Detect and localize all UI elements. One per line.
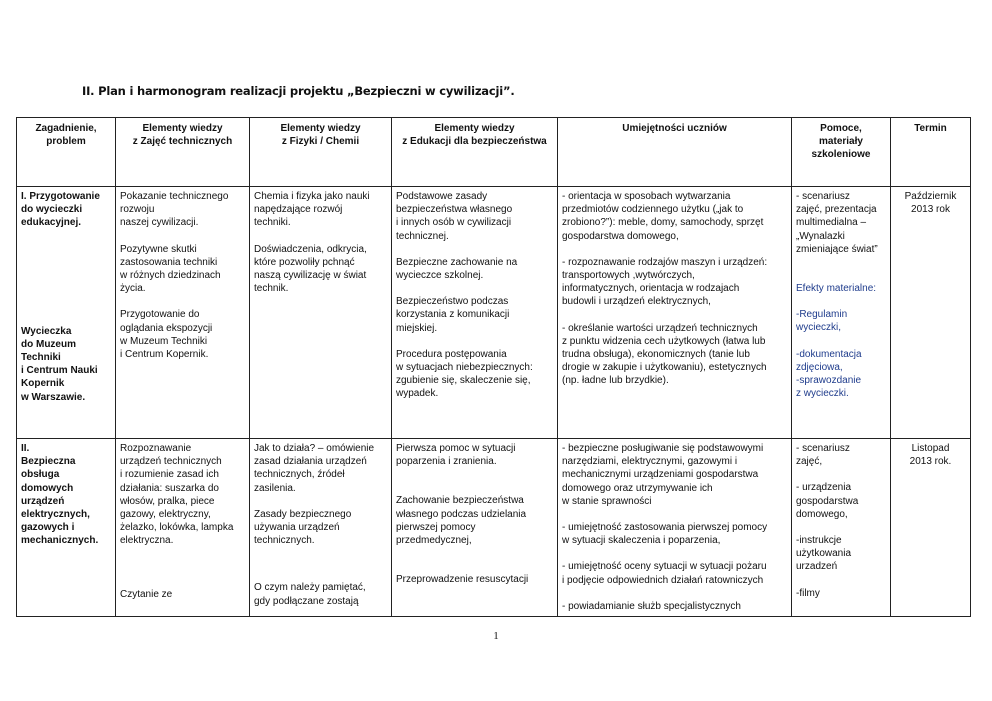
- cell-paragraph: -instrukcje użytkowania urzadzeń: [796, 535, 852, 573]
- cell-paragraph: Podstawowe zasady bezpieczeństwa własnego i innych osób w cywilizacji technicznej.: [396, 191, 513, 242]
- cell-paragraph: Zasady bezpiecznego używania urządzeń technicznych.: [254, 508, 352, 547]
- schedule-table: [16, 117, 971, 617]
- aids-cell: [792, 187, 891, 439]
- cell-paragraph: - powiadamianie służb specjalistycznych: [562, 600, 741, 612]
- topic-cell: [17, 187, 116, 439]
- aids-cell: [792, 439, 891, 617]
- skills-cell: [558, 439, 792, 617]
- cell-paragraph: Przygotowanie do oglądania ekspozycji w Muzeum Techniki i Centrum Kopernik.: [120, 309, 213, 361]
- topic-cell: [17, 439, 116, 617]
- col-header-term: Termin: [891, 118, 971, 187]
- cell-paragraph: Pierwsza pomoc w sytuacji poparzenia i zranienia.: [396, 443, 516, 468]
- cell-paragraph: -filmy: [796, 587, 820, 599]
- cell-paragraph: Bezpieczeństwo podczas korzystania z komunikacji miejskiej.: [396, 296, 510, 334]
- cell-paragraph: Rozpoznawanie urządzeń technicznych i rozumienie zasad ich działania: suszarka do włosów, pralka, piece gazowy, elektryczny, żelazko, lokówka, lampka elektryczna.: [120, 443, 234, 547]
- cell-paragraph: -dokumentacja zdjęciowa, -sprawozdanie z wycieczki.: [796, 348, 862, 400]
- cell-paragraph: Pokazanie technicznego rozwoju naszej cywilizacji.: [120, 191, 229, 229]
- col-header-topic: Zagadnienie, problem: [17, 118, 116, 187]
- table-row: [17, 439, 971, 617]
- cell-paragraph: - umiejętność zastosowania pierwszej pomocy w sytuacji skaleczenia i poparzenia,: [562, 522, 768, 547]
- safety-cell: [392, 187, 558, 439]
- cell-paragraph: - urządzenia gospodarstwa domowego,: [796, 482, 859, 520]
- cell-paragraph: - określanie wartości urządzeń technicznych z punktu widzenia cech użytkowych (łatwa lub trudna obsługa), ekonomicznych (tanie lub drogie w zakupie i użytkowaniu), estetycznych (np. ładne lub brzydkie).: [562, 322, 767, 387]
- header-row: [17, 118, 971, 187]
- material-effects-label: Efekty materialne:: [796, 283, 877, 295]
- physics-cell: [250, 439, 392, 617]
- cell-paragraph: Bezpieczne zachowanie na wycieczce szkolnej.: [396, 256, 518, 282]
- topic-safe-devices: II. Bezpieczna obsługa domowych urządzeń elektrycznych, gazowych i mechanicznych.: [21, 443, 99, 547]
- table-row: [17, 187, 971, 439]
- cell-paragraph: Czytanie ze: [120, 588, 173, 600]
- page-number: 1: [493, 630, 499, 642]
- cell-paragraph: - bezpieczne posługiwanie się podstawowymi narzędziami, elektrycznymi, gazowymi i mechanicznymi urządzeniami gospodarstwa domowego oraz utrzymywanie ich w stanie sprawności: [562, 443, 764, 507]
- cell-paragraph: - orientacja w sposobach wytwarzania przedmiotów codziennego użytku („jak to zrobiono?”): meble, domy, samochody, sprzęt gospodarstwa domowego,: [562, 191, 764, 242]
- term-cell: [891, 187, 971, 439]
- col-header-aids: Pomoce, materiały szkoleniowe: [792, 118, 891, 187]
- cell-paragraph: Chemia i fizyka jako nauki napędzające rozwój techniki.: [254, 191, 370, 229]
- cell-paragraph: -Regulamin wycieczki,: [796, 309, 848, 334]
- cell-paragraph: Przeprowadzenie resuscytacji: [396, 574, 529, 586]
- technical-cell: [116, 187, 250, 439]
- term-value: Październik 2013 rok: [904, 191, 957, 216]
- col-header-technical: Elementy wiedzy z Zajęć technicznych: [116, 118, 250, 187]
- cell-paragraph: - scenariusz zajęć,: [796, 443, 850, 468]
- term-value: Listopad 2013 rok.: [909, 443, 952, 468]
- topic-trip: Wycieczka do Muzeum Techniki i Centrum Nauki Kopernik w Warszawie.: [21, 325, 98, 403]
- cell-paragraph: Doświadczenia, odkrycia, które pozwoliły pchnąć naszą cywilizację w świat technik.: [254, 243, 367, 295]
- col-header-skills: Umiejętności uczniów: [558, 118, 792, 187]
- skills-cell: [558, 187, 792, 439]
- cell-paragraph: Jak to działa? – omówienie zasad działania urządzeń technicznych, źródeł zasilenia.: [254, 443, 375, 494]
- cell-paragraph: Procedura postępowania w sytuacjach niebezpiecznych: zgubienie się, skaleczenie się, wypadek.: [396, 348, 533, 400]
- topic-preparation: I. Przygotowanie do wycieczki edukacyjnej.: [21, 191, 100, 229]
- term-cell: [891, 439, 971, 617]
- cell-paragraph: Zachowanie bezpieczeństwa własnego podczas udzielania pierwszej pomocy przedmedycznej,: [396, 495, 527, 547]
- cell-paragraph: - umiejętność oceny sytuacji w sytuacji pożaru i podjęcie odpowiednich działań ratowniczych: [562, 561, 767, 586]
- plan-heading: II. Plan i harmonogram realizacji projektu „Bezpieczni w cywilizacji”.: [82, 84, 515, 98]
- technical-cell: [116, 439, 250, 617]
- col-header-physics-chemistry: Elementy wiedzy z Fizyki / Chemii: [250, 118, 392, 187]
- safety-cell: [392, 439, 558, 617]
- cell-paragraph: - rozpoznawanie rodzajów maszyn i urządzeń: transportowych ,wytwórczych, informatycznych, orientacja w rodzajach budowli i urządzeń elektrycznych,: [562, 256, 768, 308]
- cell-paragraph: - scenariusz zajęć, prezentacja multimedialna – „Wynalazki zmieniające świat”: [796, 191, 878, 255]
- cell-paragraph: Pozytywne skutki zastosowania techniki w różnych dziedzinach życia.: [120, 243, 221, 295]
- cell-paragraph: O czym należy pamiętać, gdy podłączane zostają: [254, 582, 366, 607]
- physics-cell: [250, 187, 392, 439]
- col-header-safety-education: Elementy wiedzy z Edukacji dla bezpieczeństwa: [392, 118, 558, 187]
